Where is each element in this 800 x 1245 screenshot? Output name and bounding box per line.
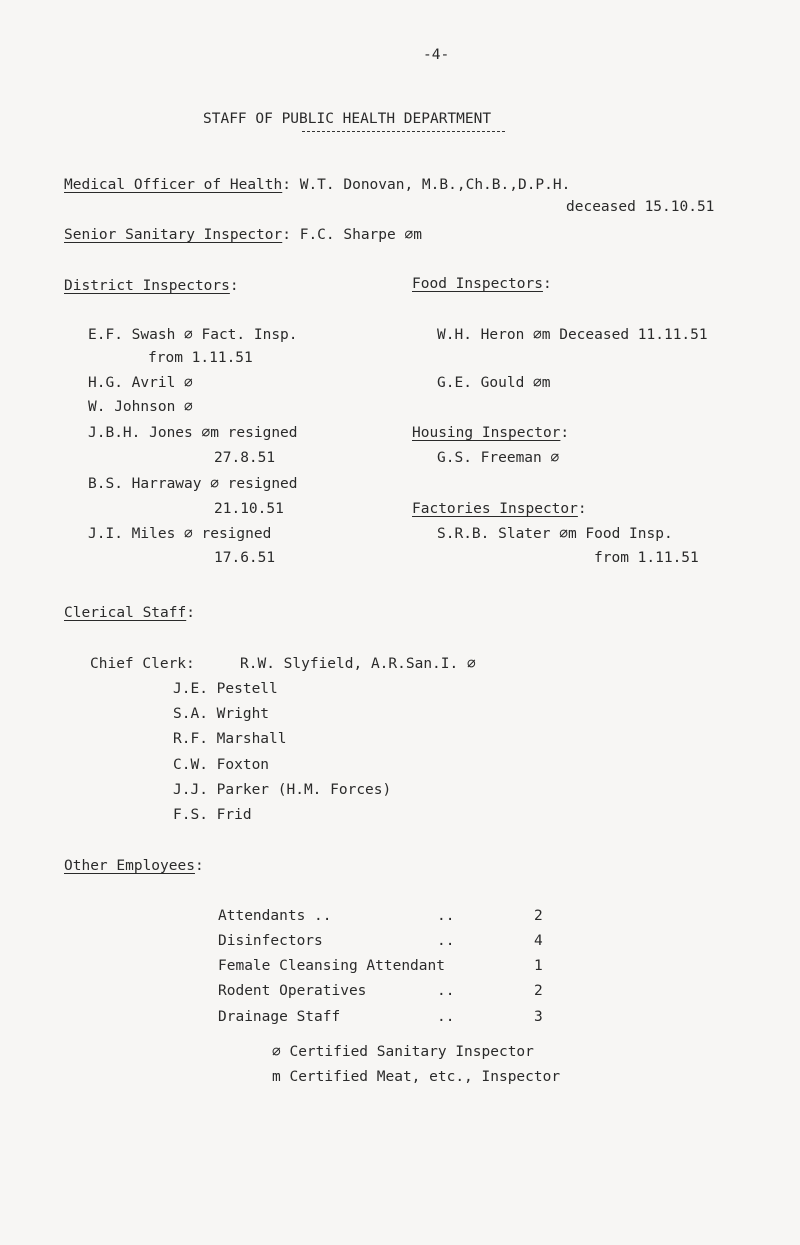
- employee-dots: ..: [437, 908, 455, 924]
- employee-label: Female Cleansing Attendant: [218, 958, 445, 974]
- moh-label: Medical Officer of Health: [64, 177, 283, 193]
- senior-name: F.C. Sharpe ∅m: [299, 227, 422, 243]
- district-line: from 1.11.51: [148, 350, 253, 366]
- other-colon: :: [194, 858, 204, 874]
- food-line: G.E. Gould ∅m: [437, 375, 551, 391]
- district-line: 27.8.51: [214, 450, 276, 466]
- chief-clerk-name: R.W. Slyfield, A.R.San.I. ∅: [240, 656, 476, 672]
- senior-row: [64, 226, 422, 244]
- title-text: STAFF OF PUBLIC HEALTH DEPARTMENT: [203, 111, 492, 127]
- clerical-heading: [64, 604, 195, 622]
- moh-note: deceased 15.10.51: [566, 199, 715, 215]
- employee-label: Drainage Staff: [218, 1009, 341, 1025]
- page-title: [203, 110, 491, 128]
- employee-count: 2: [534, 908, 543, 924]
- legend-line: ∅ Certified Sanitary Inspector: [272, 1044, 534, 1060]
- factories-heading-text: Factories Inspector: [412, 501, 578, 517]
- factories-colon: :: [577, 501, 587, 517]
- food-colon: :: [542, 276, 552, 292]
- factories-line: S.R.B. Slater ∅m Food Insp.: [437, 526, 673, 542]
- housing-line: G.S. Freeman ∅: [437, 450, 560, 466]
- food-heading: [412, 275, 552, 293]
- moh-colon: :: [282, 177, 291, 193]
- housing-heading: [412, 424, 569, 442]
- district-line: J.B.H. Jones ∅m resigned: [88, 425, 298, 441]
- employee-label: Rodent Operatives: [218, 983, 367, 999]
- district-line: H.G. Avril ∅: [88, 375, 193, 391]
- moh-row: [64, 176, 570, 194]
- chief-clerk-label: Chief Clerk:: [90, 656, 195, 672]
- clerical-staff: J.J. Parker (H.M. Forces): [173, 782, 392, 798]
- housing-heading-text: Housing Inspector: [412, 425, 561, 441]
- clerical-staff: R.F. Marshall: [173, 731, 287, 747]
- district-line: 17.6.51: [214, 550, 276, 566]
- clerical-heading-text: Clerical Staff: [64, 605, 187, 621]
- food-heading-text: Food Inspectors: [412, 276, 543, 292]
- clerical-staff: C.W. Foxton: [173, 757, 270, 773]
- employee-count: 2: [534, 983, 543, 999]
- employee-count: 3: [534, 1009, 543, 1025]
- district-line: J.I. Miles ∅ resigned: [88, 526, 272, 542]
- employee-dots: ..: [437, 933, 455, 949]
- senior-label: Senior Sanitary Inspector: [64, 227, 283, 243]
- housing-colon: :: [560, 425, 570, 441]
- district-line: 21.10.51: [214, 501, 284, 517]
- employee-dots: ..: [437, 983, 455, 999]
- employee-count: 4: [534, 933, 543, 949]
- legend-line: m Certified Meat, etc., Inspector: [272, 1069, 561, 1085]
- district-heading-text: District Inspectors: [64, 278, 230, 294]
- senior-colon: :: [282, 227, 291, 243]
- district-line: W. Johnson ∅: [88, 399, 193, 415]
- employee-label: Disinfectors: [218, 933, 323, 949]
- employee-dots: ..: [437, 1009, 455, 1025]
- district-line: E.F. Swash ∅ Fact. Insp.: [88, 327, 298, 343]
- district-heading: [64, 277, 239, 295]
- district-line: B.S. Harraway ∅ resigned: [88, 476, 298, 492]
- employee-count: 1: [534, 958, 543, 974]
- clerical-staff: J.E. Pestell: [173, 681, 278, 697]
- factories-heading: [412, 500, 587, 518]
- other-heading: [64, 857, 204, 875]
- factories-line: from 1.11.51: [594, 550, 699, 566]
- moh-name: W.T. Donovan, M.B.,Ch.B.,D.P.H.: [299, 177, 571, 193]
- food-line: W.H. Heron ∅m Deceased 11.11.51: [437, 327, 708, 343]
- clerical-colon: :: [186, 605, 195, 621]
- district-colon: :: [229, 278, 239, 294]
- other-heading-text: Other Employees: [64, 858, 195, 874]
- employee-label: Attendants ..: [218, 908, 332, 924]
- title-underline: [302, 131, 505, 132]
- clerical-staff: F.S. Frid: [173, 807, 252, 823]
- clerical-staff: S.A. Wright: [173, 706, 270, 722]
- page-number: -4-: [423, 47, 450, 63]
